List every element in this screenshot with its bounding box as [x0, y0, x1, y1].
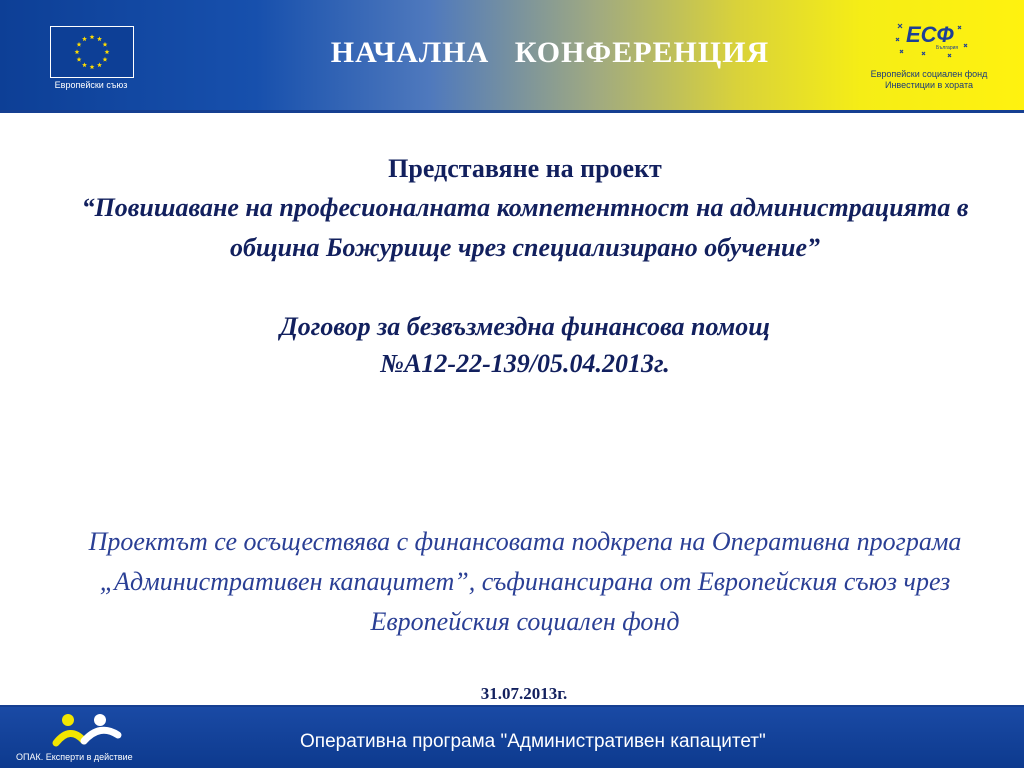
eu-star-icon — [97, 36, 102, 41]
eu-star-icon — [82, 36, 87, 41]
header-divider — [0, 110, 1024, 113]
esf-country: България — [936, 45, 959, 51]
presentation-date: 31.07.2013г. — [480, 684, 568, 703]
eu-star-icon — [82, 62, 87, 67]
header-banner — [0, 0, 1024, 110]
page-title: НАЧАЛНА КОНФЕРЕНЦИЯ — [330, 36, 770, 69]
opak-logo-icon — [48, 713, 128, 753]
eu-caption: Европейски съюз — [54, 80, 128, 90]
project-title: “Повишаване на професионалната компетентност на администрацията в община Божурище чрез специализирано обучение” — [81, 193, 969, 262]
eu-star-icon — [75, 49, 80, 54]
intro-heading: Представяне на проект — [388, 154, 662, 183]
slide-content — [40, 150, 1010, 382]
eu-star-icon — [90, 64, 95, 69]
footer-banner — [0, 707, 1024, 768]
contract-number: №А12-22-139/05.04.2013г. — [380, 349, 670, 378]
opak-caption: ОПАК. Експерти в действие — [16, 752, 133, 762]
eu-star-icon — [77, 57, 82, 62]
esf-logo-icon — [892, 18, 972, 64]
eu-star-icon — [105, 49, 110, 54]
eu-star-icon — [90, 34, 95, 39]
eu-flag-icon — [50, 26, 134, 78]
eu-star-icon — [103, 57, 108, 62]
funding-statement: Проектът се осъществява с финансовата подкрепа на Оперативна програма „Административен капацитет”, съфинансирана от Европейския съюз чрез Европейския социален фонд — [88, 527, 962, 636]
eu-star-icon — [103, 42, 108, 47]
esf-caption-line2: Инвестиции в хората — [884, 80, 973, 90]
eu-star-icon — [97, 62, 102, 67]
esf-caption-line1: Европейски социален фонд — [870, 69, 988, 79]
esf-mark: ЕСФ — [906, 22, 954, 47]
eu-star-icon — [77, 42, 82, 47]
contract-line-1: Договор за безвъзмездна финансова помощ — [280, 312, 770, 341]
contract-info — [40, 308, 1010, 382]
program-name: Оперативна програма "Административен капацитет" — [300, 731, 766, 752]
esf-caption — [846, 69, 1012, 91]
